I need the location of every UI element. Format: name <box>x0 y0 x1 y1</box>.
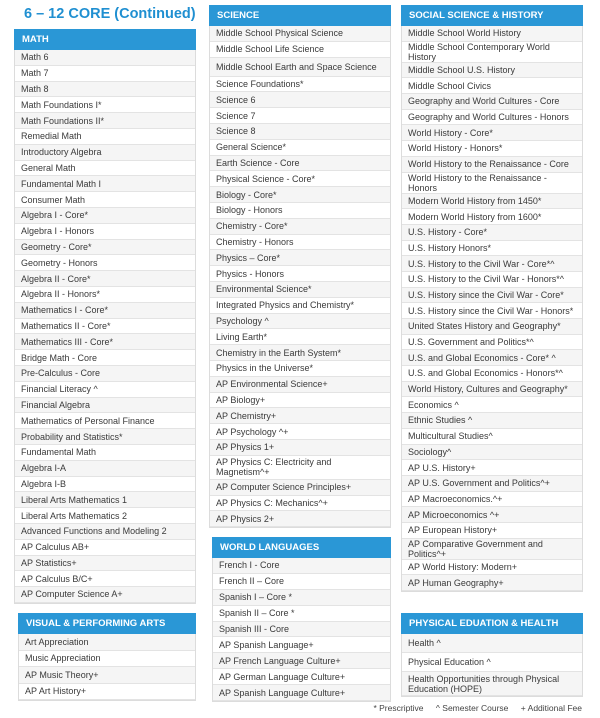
list-item-label: Middle School Contemporary World History <box>408 41 550 62</box>
list-item-label: Integrated Physics and Chemistry* <box>216 300 355 311</box>
list-item-label: Algebra I-B <box>21 478 67 489</box>
list-item-label: World History - Core* <box>408 127 493 138</box>
list-item-label: French I - Core <box>219 560 280 571</box>
math-list <box>14 50 196 604</box>
list-item <box>210 42 390 58</box>
list-item <box>15 66 195 82</box>
list-item <box>402 492 582 508</box>
physical-education-health-list <box>401 634 583 697</box>
list-item-label: AP Environmental Science+ <box>216 379 328 390</box>
list-item-label: Multicultural Studies^ <box>408 431 493 442</box>
list-item <box>210 140 390 156</box>
list-item-label: Biology - Core* <box>216 189 277 200</box>
list-item-label: AP Spanish Language Culture+ <box>219 687 346 698</box>
list-item-label: AP World History: Modern+ <box>408 561 517 572</box>
visual-performing-arts-header: VISUAL & PERFORMING ARTS <box>18 613 196 634</box>
list-item <box>402 26 582 42</box>
list-item <box>15 398 195 414</box>
list-item <box>15 319 195 335</box>
list-item <box>210 108 390 124</box>
list-item-label: Chemistry in the Earth System* <box>216 347 342 358</box>
list-item-label: Math Foundations I* <box>21 99 102 110</box>
list-item <box>15 571 195 587</box>
list-item <box>15 382 195 398</box>
list-item-label: Mathematics I - Core* <box>21 305 109 316</box>
list-item <box>210 282 390 298</box>
list-item-label: French II – Core <box>219 576 285 587</box>
list-item-label: Spanish I – Core * <box>219 592 293 603</box>
list-item-label: Math 7 <box>21 68 49 79</box>
list-item <box>19 667 195 684</box>
list-item <box>402 539 582 560</box>
list-item <box>402 256 582 272</box>
list-item-label: AP Calculus AB+ <box>21 542 90 553</box>
list-item <box>402 575 582 591</box>
list-item-label: Physical Education ^ <box>408 657 491 667</box>
list-item-label: United States History and Geography* <box>408 321 561 332</box>
list-item <box>402 141 582 157</box>
list-item <box>15 208 195 224</box>
list-item <box>15 287 195 303</box>
list-item-label: World History - Honors* <box>408 143 503 154</box>
list-item <box>210 219 390 235</box>
list-item-label: Science 7 <box>216 110 256 121</box>
list-item-label: AP Microeconomics ^+ <box>408 509 500 520</box>
list-item <box>15 350 195 366</box>
list-item-label: Consumer Math <box>21 194 86 205</box>
list-item <box>402 110 582 126</box>
math-section <box>14 29 196 604</box>
list-item-label: Geometry - Honors <box>21 257 98 268</box>
social-science-history-section <box>401 5 583 592</box>
list-item <box>15 445 195 461</box>
list-item-label: AP Calculus B/C+ <box>21 573 93 584</box>
physical-education-health-header: PHYSICAL EDUATION & HEALTH <box>401 613 583 634</box>
list-item <box>15 413 195 429</box>
list-item-label: Math Foundations II* <box>21 115 105 126</box>
list-item <box>15 461 195 477</box>
list-item <box>402 653 582 672</box>
list-item <box>15 129 195 145</box>
list-item-label: Algebra I - Core* <box>21 210 89 221</box>
list-item <box>15 271 195 287</box>
list-item-label: AP Physics 1+ <box>216 442 275 453</box>
list-item <box>210 408 390 424</box>
list-item-label: U.S. History since the Civil War - Core* <box>408 289 564 300</box>
list-item <box>213 574 390 590</box>
social-science-history-header: SOCIAL SCIENCE & HISTORY <box>401 5 583 26</box>
list-item <box>15 176 195 192</box>
list-item-label: Environmental Science* <box>216 284 312 295</box>
list-item <box>15 477 195 493</box>
list-item <box>210 26 390 42</box>
list-item-label: Economics ^ <box>408 399 459 410</box>
list-item-label: Middle School World History <box>408 28 521 39</box>
list-item <box>402 429 582 445</box>
list-item <box>210 266 390 282</box>
list-item <box>402 209 582 225</box>
list-item <box>15 366 195 382</box>
list-item-label: Probability and Statistics* <box>21 431 123 442</box>
list-item <box>15 240 195 256</box>
science-header: SCIENCE <box>209 5 391 26</box>
list-item <box>15 303 195 319</box>
list-item <box>402 335 582 351</box>
list-item-label: Liberal Arts Mathematics 2 <box>21 510 128 521</box>
world-languages-header: WORLD LANGUAGES <box>212 537 391 558</box>
list-item-label: Geography and World Cultures - Honors <box>408 112 569 123</box>
list-item <box>210 314 390 330</box>
list-item-label: U.S. History Honors* <box>408 242 492 253</box>
list-item-label: AP Statistics+ <box>21 557 77 568</box>
list-item <box>15 334 195 350</box>
list-item-label: Science 8 <box>216 126 256 137</box>
list-item <box>210 440 390 456</box>
list-item-label: AP Physics C: Mechanics^+ <box>216 497 328 508</box>
visual-performing-arts-list <box>18 634 196 701</box>
list-item <box>213 637 390 653</box>
list-item <box>15 587 195 603</box>
list-item <box>402 319 582 335</box>
list-item <box>15 524 195 540</box>
list-item-label: Physics in the Universe* <box>216 363 314 374</box>
list-item <box>210 424 390 440</box>
list-item <box>210 329 390 345</box>
list-item <box>213 606 390 622</box>
list-item-label: Sociology^ <box>408 446 452 457</box>
list-item <box>210 92 390 108</box>
list-item-label: AP European History+ <box>408 525 498 536</box>
list-item <box>210 250 390 266</box>
list-item-label: Pre-Calculus - Core <box>21 368 101 379</box>
list-item-label: AP Psychology ^+ <box>216 426 289 437</box>
list-item-label: AP Music Theory+ <box>25 669 99 680</box>
list-item <box>213 653 390 669</box>
list-item-label: Financial Algebra <box>21 399 91 410</box>
list-item <box>402 194 582 210</box>
list-item <box>210 124 390 140</box>
world-languages-section <box>212 537 391 702</box>
list-item-label: Spanish II – Core * <box>219 608 295 619</box>
list-item-label: Science Foundations* <box>216 78 304 89</box>
list-item <box>210 377 390 393</box>
list-item-label: U.S. History since the Civil War - Honors* <box>408 305 574 316</box>
list-item <box>210 58 390 77</box>
list-item <box>213 590 390 606</box>
list-item <box>210 361 390 377</box>
list-item <box>402 476 582 492</box>
list-item-label: Geometry - Core* <box>21 241 92 252</box>
list-item <box>210 235 390 251</box>
list-item <box>210 187 390 203</box>
list-item <box>402 303 582 319</box>
list-item-label: Physics – Core* <box>216 252 281 263</box>
list-item-label: AP Comparative Government and Politics^+ <box>408 538 543 559</box>
list-item-label: Introductory Algebra <box>21 147 102 158</box>
list-item <box>15 429 195 445</box>
list-item-label: AP Physics C: Electricity and Magnetism^+ <box>216 457 332 478</box>
list-item-label: Remedial Math <box>21 131 82 142</box>
list-item-label: U.S. History to the Civil War - Honors*^ <box>408 274 564 285</box>
list-item <box>15 255 195 271</box>
list-item-label: AP Macroeconomics.^+ <box>408 493 503 504</box>
list-item <box>15 82 195 98</box>
list-item-label: Modern World History from 1600* <box>408 211 542 222</box>
list-item <box>402 241 582 257</box>
list-item-label: AP U.S. Government and Politics^+ <box>408 478 550 489</box>
list-item-label: U.S. and Global Economics - Honors*^ <box>408 368 563 379</box>
legend-prescriptive: * Prescriptive <box>373 703 424 713</box>
list-item-label: Living Earth* <box>216 331 268 342</box>
list-item <box>402 523 582 539</box>
list-item-label: Chemistry - Honors <box>216 236 294 247</box>
list-item <box>213 685 390 701</box>
list-item-label: World History to the Renaissance - Core <box>408 159 569 170</box>
list-item <box>402 382 582 398</box>
list-item-label: Earth Science - Core <box>216 157 300 168</box>
list-item-label: AP Chemistry+ <box>216 410 277 421</box>
list-item-label: Biology - Honors <box>216 205 283 216</box>
legend-semester: ^ Semester Course <box>435 703 509 713</box>
list-item <box>19 634 195 651</box>
list-item-label: U.S. and Global Economics - Core* ^ <box>408 352 556 363</box>
list-item <box>402 672 582 696</box>
list-item-label: AP U.S. History+ <box>408 462 476 473</box>
list-item-label: Music Appreciation <box>25 653 101 664</box>
list-item-label: AP Human Geography+ <box>408 577 504 588</box>
list-item <box>15 508 195 524</box>
math-header: MATH <box>14 29 196 50</box>
list-item <box>15 145 195 161</box>
list-item <box>15 540 195 556</box>
list-item <box>15 113 195 129</box>
list-item <box>210 480 390 496</box>
list-item-label: Advanced Functions and Modeling 2 <box>21 526 167 537</box>
list-item-label: Chemistry - Core* <box>216 221 288 232</box>
list-item-label: AP Art History+ <box>25 686 87 697</box>
list-item <box>210 393 390 409</box>
list-item-label: Math 6 <box>21 52 49 63</box>
list-item-label: Middle School Earth and Space Science <box>216 61 377 72</box>
list-item <box>402 225 582 241</box>
list-item-label: AP Biology+ <box>216 394 266 405</box>
list-item <box>213 622 390 638</box>
list-item-label: Liberal Arts Mathematics 1 <box>21 494 128 505</box>
legend-fee: + Additional Fee <box>520 703 582 713</box>
science-section <box>209 5 391 528</box>
list-item-label: AP French Language Culture+ <box>219 655 341 666</box>
social-science-history-list <box>401 26 583 592</box>
list-item-label: Middle School Civics <box>408 80 492 91</box>
list-item-label: Fundamental Math <box>21 447 97 458</box>
list-item-label: Fundamental Math I <box>21 178 102 189</box>
list-item-label: AP German Language Culture+ <box>219 671 346 682</box>
list-item-label: Art Appreciation <box>25 636 89 647</box>
list-item <box>402 634 582 653</box>
list-item-label: AP Spanish Language+ <box>219 639 314 650</box>
list-item-label: Psychology ^ <box>216 315 269 326</box>
list-item-label: Physics - Honors <box>216 268 285 279</box>
list-item-label: AP Computer Science A+ <box>21 589 123 600</box>
list-item <box>210 171 390 187</box>
list-item-label: U.S. History to the Civil War - Core*^ <box>408 258 555 269</box>
list-item-label: Middle School Physical Science <box>216 28 344 39</box>
list-item-label: General Science* <box>216 142 287 153</box>
list-item <box>210 77 390 93</box>
list-item <box>15 192 195 208</box>
list-item <box>210 456 390 480</box>
list-item-label: Mathematics of Personal Finance <box>21 415 155 426</box>
list-item-label: U.S. History - Core* <box>408 227 488 238</box>
list-item <box>15 492 195 508</box>
page-title: 6 – 12 CORE (Continued) <box>24 6 196 22</box>
list-item-label: Mathematics III - Core* <box>21 336 114 347</box>
list-item <box>210 298 390 314</box>
list-item <box>402 63 582 79</box>
list-item <box>402 125 582 141</box>
list-item <box>402 288 582 304</box>
list-item <box>402 560 582 576</box>
list-item <box>402 173 582 194</box>
list-item-label: World History to the Renaissance - Honors <box>408 172 547 193</box>
physical-education-health-section <box>401 613 583 697</box>
list-item <box>402 397 582 413</box>
list-item <box>15 556 195 572</box>
visual-performing-arts-section <box>18 613 196 701</box>
list-item-label: Middle School Life Science <box>216 44 325 55</box>
list-item <box>402 272 582 288</box>
list-item-label: Spanish III - Core <box>219 624 290 634</box>
list-item <box>402 350 582 366</box>
list-item <box>210 156 390 172</box>
list-item <box>15 161 195 177</box>
list-item-label: Health Opportunities through Physical Education (HOPE) <box>408 673 560 694</box>
list-item <box>402 42 582 63</box>
list-item <box>15 50 195 66</box>
list-item-label: U.S. Government and Politics*^ <box>408 337 534 348</box>
list-item-label: Math 8 <box>21 83 49 94</box>
list-item-label: Physical Science - Core* <box>216 173 316 184</box>
list-item <box>402 445 582 461</box>
list-item-label: Algebra II - Honors* <box>21 289 101 300</box>
list-item-label: AP Computer Science Principles+ <box>216 482 352 493</box>
list-item <box>210 203 390 219</box>
list-item-label: World History, Cultures and Geography* <box>408 384 568 395</box>
list-item <box>402 157 582 173</box>
list-item <box>210 345 390 361</box>
list-item-label: Bridge Math - Core <box>21 352 98 363</box>
list-item-label: Health ^ <box>408 638 441 648</box>
list-item <box>15 97 195 113</box>
list-item-label: Modern World History from 1450* <box>408 195 542 206</box>
list-item-label: Middle School U.S. History <box>408 65 516 76</box>
list-item <box>402 78 582 94</box>
list-item-label: Algebra I-A <box>21 463 67 474</box>
list-item <box>19 684 195 701</box>
list-item <box>402 94 582 110</box>
list-item <box>19 651 195 668</box>
list-item <box>210 511 390 527</box>
list-item-label: Algebra II - Core* <box>21 273 91 284</box>
list-item-label: Mathematics II - Core* <box>21 320 111 331</box>
list-item-label: Financial Literacy ^ <box>21 384 98 395</box>
list-item <box>210 496 390 512</box>
list-item <box>402 413 582 429</box>
science-list <box>209 26 391 528</box>
list-item <box>402 507 582 523</box>
list-item-label: General Math <box>21 162 76 173</box>
list-item <box>213 669 390 685</box>
list-item <box>213 558 390 574</box>
list-item-label: Geography and World Cultures - Core <box>408 96 560 107</box>
list-item-label: Algebra I - Honors <box>21 226 95 237</box>
list-item <box>402 460 582 476</box>
list-item <box>15 224 195 240</box>
list-item-label: Science 6 <box>216 94 256 105</box>
list-item-label: AP Physics 2+ <box>216 513 275 524</box>
list-item <box>402 366 582 382</box>
world-languages-list <box>212 558 391 702</box>
list-item-label: Ethnic Studies ^ <box>408 415 473 426</box>
legend-footnote <box>363 703 582 713</box>
